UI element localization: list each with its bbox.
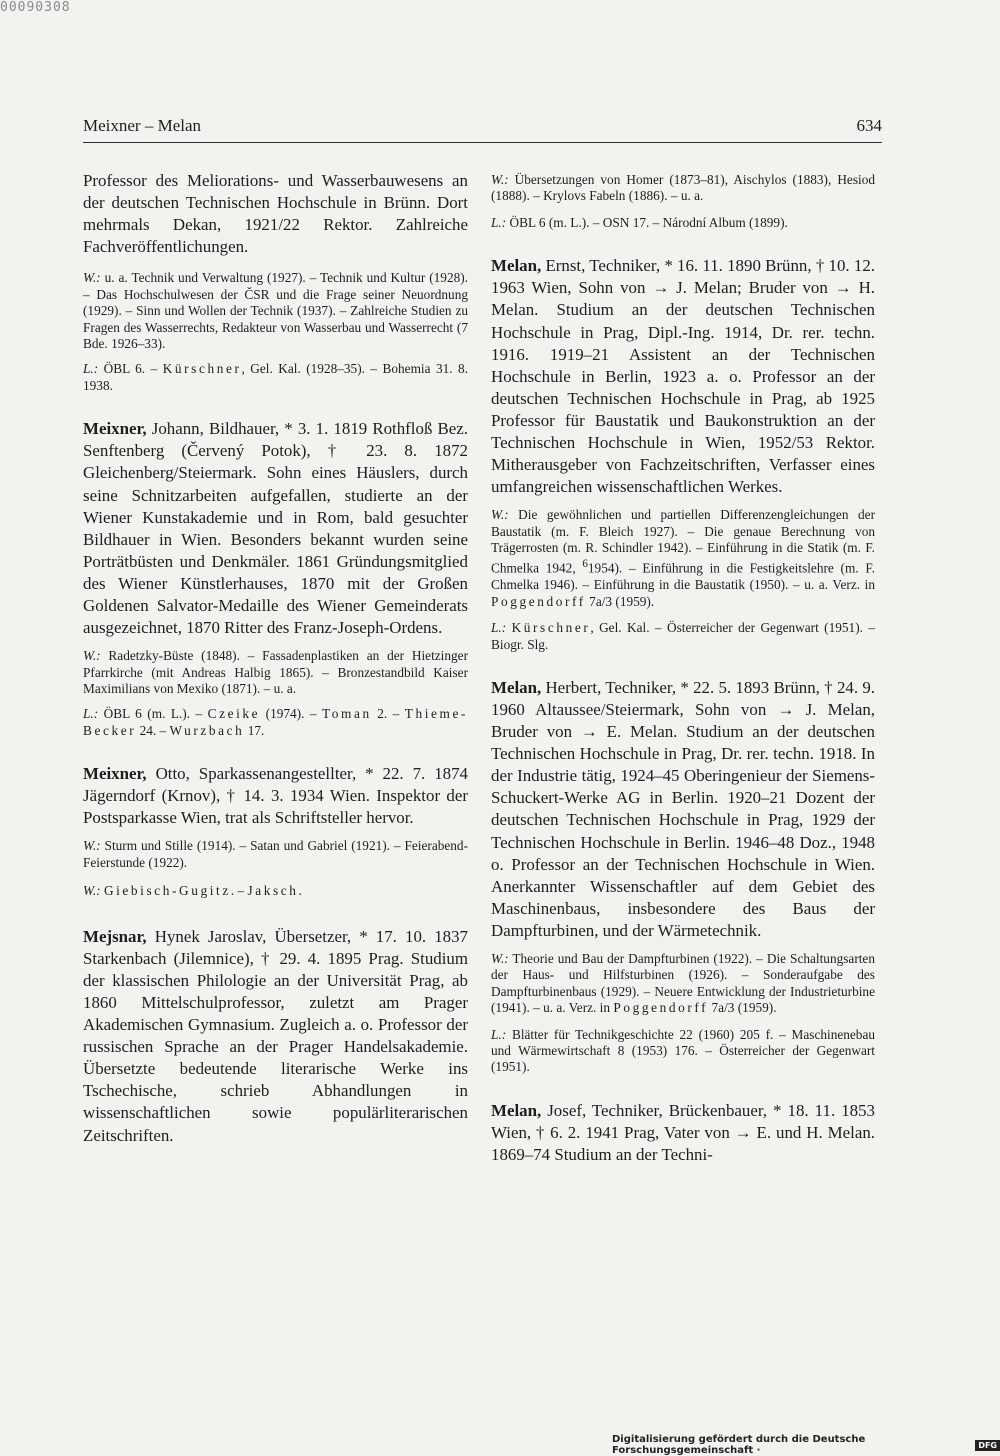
right-column bbox=[491, 172, 875, 1166]
entry-mejsnar bbox=[83, 926, 468, 1147]
works-text: Übersetzungen von Homer (1873–81), Aischylos (1883), Hesiod (1888). – Krylovs Fabeln (1886). – u. a. bbox=[491, 172, 875, 204]
entry-meixner-johann bbox=[83, 418, 468, 639]
literature-text: 2. – bbox=[377, 706, 400, 722]
literature-list bbox=[491, 215, 875, 231]
entry-name: Meixner, bbox=[83, 419, 147, 439]
works-list bbox=[491, 507, 875, 610]
literature-list bbox=[491, 1027, 875, 1076]
entry-name: Mejsnar, bbox=[83, 926, 147, 946]
literature-label: L.: bbox=[83, 361, 99, 377]
works-list bbox=[83, 883, 468, 899]
works-text: Theorie und Bau der Dampfturbinen (1922). – Die Schaltungsarten der Haus- und Hilfsturbinen (1926). – Sonderaufgabe des Dampfturbinenbaus (1929). – Neuere Entwicklung der Industrieturbine (1941). – u. a. Verz. in bbox=[491, 951, 875, 1016]
paragraph: Professor des Meliorations- und Wasserbauwesens an der deutschen Technischen Hochschule in Brünn. Dort mehrmals Dekan, 1921/22 Rektor. Zahlreiche Fachveröffentlichungen. bbox=[83, 171, 468, 257]
literature-author: Poggendorff bbox=[613, 1000, 709, 1016]
dfg-logo-icon: DFG bbox=[975, 1440, 1000, 1451]
entry-name: Melan, bbox=[491, 1100, 542, 1120]
entry-text: Herbert, Techniker, * 22. 5. 1893 Brünn, † 24. 9. 1960 Altaussee/Steiermark, Sohn von → J. Melan, Bruder von → E. Melan. Studium an der deutschen Technischen Hochschule in Prag, Dr. rer. techn. 1918. In der Industrie tätig, 1924–45 Oberingenieur der Siemens-Schuckert-Werke AG in Berlin. 1920–21 Dozent der deutschen Technischen Hochschule in Prag, 1929 der Technischen Hochschule in Berlin. 1946–48 Doz., 1948 o. Professor an der Technischen Hochschule in Wien. Anerkannter Wissenschaftler auf dem Gebiet des Maschinenbaus, insbesondere des Baus der Dampfturbinen, und der Wärmetechnik. bbox=[491, 677, 875, 940]
page-id: 00090308 bbox=[0, 0, 71, 15]
works-text: Die gewöhnlichen und partiellen Differenzengleichungen der Baustatik (m. F. Bleich 1927). – Die genaue Berechnung von Trägerrosten (m. R. Schindler 1942). – Einführung in die Statik (m. F. Chmelka 1942, bbox=[491, 507, 875, 576]
literature-text: (1974). – bbox=[265, 706, 317, 722]
literature-text: ÖBL 6 (m. L.). – bbox=[103, 706, 203, 722]
page-number: 634 bbox=[856, 116, 882, 135]
edition-superscript: 6 bbox=[582, 558, 588, 571]
literature-text: 24. – bbox=[139, 722, 167, 738]
works-list bbox=[491, 951, 875, 1017]
literature-author: Kürschner bbox=[162, 361, 242, 377]
works-list bbox=[83, 648, 468, 697]
literature-list bbox=[83, 361, 468, 394]
works-label: W.: bbox=[83, 648, 101, 664]
literature-author: Toman bbox=[322, 706, 372, 722]
literature-author: Thieme-Becker bbox=[83, 706, 469, 738]
left-column bbox=[83, 170, 468, 1147]
literature-text: Blätter für Technikgeschichte 22 (1960) 205 f. – Maschinenebau und Wärmewirtschaft 8 (1953) 176. – Österreicher der Gegenwart (1951). bbox=[491, 1026, 875, 1075]
works-label: W.: bbox=[491, 951, 509, 967]
entry-melan-ernst bbox=[491, 255, 875, 498]
works-text: 1954). – Einführung in die Festigkeitslehre (m. F. Chmelka 1946). – Einführung in die Baustatik (1950). – u. a. Verz. in bbox=[491, 560, 875, 593]
works-list bbox=[83, 270, 468, 352]
literature-text: , Gel. Kal. (1928–35). – Bohemia 31. 8. 1938. bbox=[83, 361, 469, 393]
entry-name: Melan, bbox=[491, 256, 542, 276]
literature-author: Jaksch bbox=[247, 883, 299, 899]
works-label: W.: bbox=[83, 838, 101, 854]
literature-author: Giebisch-Gugitz bbox=[103, 883, 231, 899]
literature-label: L.: bbox=[83, 706, 99, 722]
literature-list bbox=[491, 620, 875, 653]
literature-text: 17. bbox=[247, 722, 265, 738]
entry-text: Hynek Jaroslav, Übersetzer, * 17. 10. 1837 Starkenbach (Jilemnice), † 29. 4. 1895 Prag. Studium der klassischen Philologie an der Universität Prag, ab 1860 Mittelschulprofessor, zuletzt am Prager Akademischen Gymnasium. Zugleich a. o. Professor der russischen Sprache an der Prager Handelsakademie. Übersetzte bedeutende literarische Werke ins Tschechische, schrieb Abhandlungen in wissenschaftlichen sowie populärliterarischen Zeitschriften. bbox=[83, 926, 468, 1145]
works-text: 7a/3 (1959). bbox=[589, 593, 655, 609]
literature-text: , Gel. Kal. – Österreicher der Gegenwart (1951). – Biogr. Slg. bbox=[491, 620, 875, 652]
header-title: Meixner – Melan bbox=[83, 116, 202, 135]
literature-text: ÖBL 6 (m. L.). – OSN 17. – Národní Album (1899). bbox=[509, 214, 788, 230]
works-text: . – bbox=[230, 883, 245, 899]
entry-melan-herbert bbox=[491, 677, 875, 942]
literature-label: L.: bbox=[491, 1026, 507, 1042]
literature-author: Poggendorff bbox=[491, 593, 586, 609]
literature-list bbox=[83, 706, 468, 739]
works-text: Radetzky-Büste (1848). – Fassadenplastiken an der Hietzinger Pfarrkirche (mit Andreas Halbig 1865). – Bronzestandbild Kaiser Maximilians von Mexiko (1871). – u. a. bbox=[83, 648, 468, 696]
footer-text: Digitalisierung gefördert durch die Deutsche Forschungsgemeinschaft · bbox=[612, 1434, 866, 1456]
entry-text: Ernst, Techniker, * 16. 11. 1890 Brünn, † 10. 12. 1963 Wien, Sohn von → J. Melan; Bruder von → H. Melan. Studium an der deutschen Technischen Hochschule in Prag, Dipl.-Ing. 1914, Dr. rer. techn. 1916. 1919–21 Assistent an der Technischen Hochschule in Berlin, 1923 a. o. Professor an der deutschen Technischen Hochschule in Prag, ab 1925 Professor für Baustatik und Baukonstruktion an der Technischen Hochschule in Wien, 1952/53 Rektor. Mitherausgeber von Fachzeitschriften, Verfasser eines umfangreichen wissenschaftlichen Werkes. bbox=[491, 256, 875, 497]
footer-credit bbox=[612, 1434, 1000, 1456]
literature-text: ÖBL 6. – bbox=[103, 361, 158, 377]
entry-text: Johann, Bildhauer, * 3. 1. 1819 Rothfloß Bez. Senftenberg (Červený Potok), † 23. 8. 1872 Gleichenberg/Steiermark. Sohn eines Häuslers, durch seine Schnitzarbeiten aufgefallen, studierte an der Wiener Kunstakademie und in Rom, bald gesuchter Bildhauer in Wien. Besonders bekannt wurden seine Porträtbüsten und Denkmäler. 1861 Gründungsmitglied des Wiener Künstlerhauses, 1870 mit der Großen Goldenen Salvator-Medaille des Wiener Gemeinderats ausgezeichnet, 1870 Ritter des Franz-Joseph-Ordens. bbox=[83, 419, 468, 638]
entry-melan-josef bbox=[491, 1100, 875, 1166]
entry-text: Josef, Techniker, Brückenbauer, * 18. 11. 1853 Wien, † 6. 2. 1941 Prag, Vater von → E. und H. Melan. 1869–74 Studium an der Techni- bbox=[491, 1100, 875, 1165]
header-rule bbox=[83, 142, 882, 143]
works-list bbox=[83, 838, 468, 871]
literature-label: L.: bbox=[491, 620, 507, 636]
works-text: 7a/3 (1959). bbox=[711, 1000, 777, 1016]
literature-author: Wurzbach bbox=[169, 722, 245, 738]
works-text: . bbox=[298, 883, 302, 899]
works-list bbox=[491, 172, 875, 205]
works-label: W.: bbox=[491, 172, 509, 187]
entry-meixner-otto bbox=[83, 763, 468, 829]
literature-author: Czeike bbox=[207, 706, 261, 722]
running-header bbox=[83, 116, 882, 136]
entry-text: Otto, Sparkassenangestellter, * 22. 7. 1874 Jägerndorf (Krnov), † 14. 3. 1934 Wien. Inspektor der Postsparkasse Wien, trat als Schriftsteller hervor. bbox=[83, 764, 468, 828]
works-label: W.: bbox=[83, 883, 101, 899]
works-label: W.: bbox=[83, 270, 101, 286]
works-text: u. a. Technik und Verwaltung (1927). – Technik und Kultur (1928). – Das Hochschulwesen der ČSR und die Frage seiner Neuordnung (1929). – Sinn und Wollen der Technik (1937). – Zahlreiche Studien zu Fragen des Wasserrechts, Redakteur von Wasserbau und Wasserrecht (7 Bde. 1926–33). bbox=[83, 270, 469, 351]
works-text: Sturm und Stille (1914). – Satan und Gabriel (1921). – Feierabend-Feierstunde (1922). bbox=[83, 838, 468, 870]
works-label: W.: bbox=[491, 507, 509, 523]
entry-name: Melan, bbox=[491, 677, 542, 697]
entry-name: Meixner, bbox=[83, 764, 147, 784]
literature-label: L.: bbox=[491, 214, 507, 230]
literature-author: Kürschner bbox=[511, 620, 591, 636]
